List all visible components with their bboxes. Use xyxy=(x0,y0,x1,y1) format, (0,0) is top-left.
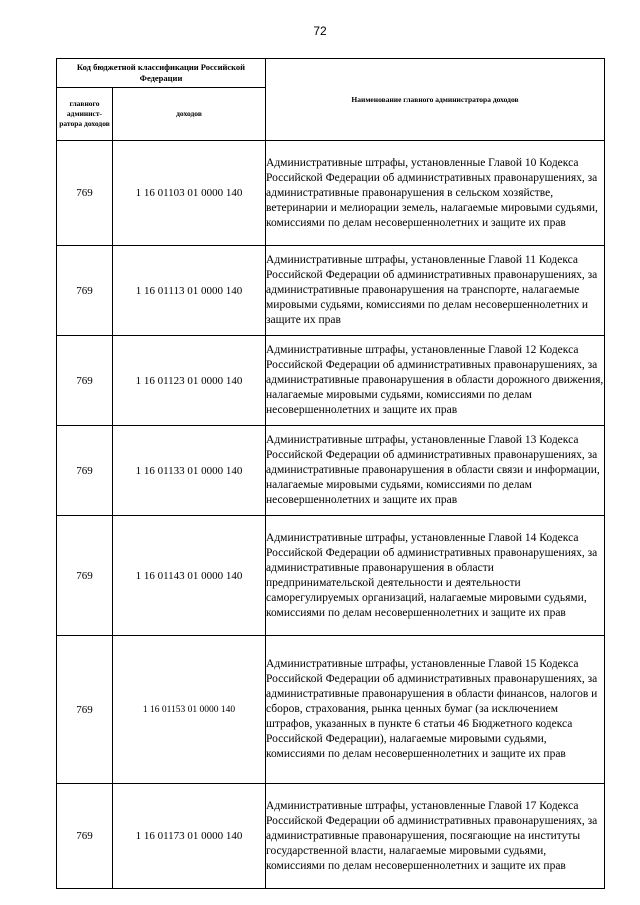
administrator-name-cell: Административные штрафы, установленные Главой 10 Кодекса Российской Федерации об административных правонарушениях, за административные правонарушения в сельском хозяйстве, ветеринарии и мелиорации земель, налагаемые мировыми судьями, комиссиями по делам несовершеннолетних и защите их прав xyxy=(266,141,605,246)
income-code-cell: 1 16 01103 01 0000 140 xyxy=(113,141,266,246)
admin-code-cell: 769 xyxy=(57,246,113,336)
income-code-cell: 1 16 01153 01 0000 140 xyxy=(113,636,266,784)
table-row xyxy=(57,636,605,784)
admin-code-cell: 769 xyxy=(57,516,113,636)
table-row xyxy=(57,336,605,426)
table-row xyxy=(57,784,605,889)
header-administrator-name: Наименование главного администратора доходов xyxy=(266,59,605,141)
administrator-name-cell: Административные штрафы, установленные Главой 15 Кодекса Российской Федерации об административных правонарушениях, за административные правонарушения в области финансов, налогов и сборов, страхования, рынка ценных бумаг (за исключением штрафов, указанных в пункте 6 статьи 46 Бюджетного кодекса Российской Федерации), налагаемые мировыми судьями, комиссиями по делам несовершеннолетних и защите их прав xyxy=(266,636,605,784)
header-budget-code-group: Код бюджетной классификации Российской Федерации xyxy=(57,59,266,88)
page-number: 72 xyxy=(313,24,327,38)
income-code-cell: 1 16 01173 01 0000 140 xyxy=(113,784,266,889)
header-chief-administrator: главного админист-ратора доходов xyxy=(57,88,113,141)
administrator-name-cell: Административные штрафы, установленные Главой 12 Кодекса Российской Федерации об административных правонарушениях, за административные правонарушения в области дорожного движения, налагаемые мировыми судьями, комиссиями по делам несовершеннолетних и защите их прав xyxy=(266,336,605,426)
table-row xyxy=(57,246,605,336)
income-code-cell: 1 16 01143 01 0000 140 xyxy=(113,516,266,636)
admin-code-cell: 769 xyxy=(57,141,113,246)
administrator-name-cell: Административные штрафы, установленные Главой 13 Кодекса Российской Федерации об административных правонарушениях, за административные правонарушения в области связи и информации, налагаемые мировыми судьями, комиссиями по делам несовершеннолетних и защите их прав xyxy=(266,426,605,516)
admin-code-cell: 769 xyxy=(57,426,113,516)
income-code-cell: 1 16 01133 01 0000 140 xyxy=(113,426,266,516)
table-row xyxy=(57,516,605,636)
table-row xyxy=(57,426,605,516)
budget-classification-table xyxy=(56,58,605,889)
administrator-name-cell: Административные штрафы, установленные Главой 11 Кодекса Российской Федерации об административных правонарушениях, за административные правонарушения на транспорте, налагаемые мировыми судьями, комиссиями по делам несовершеннолетних и защите их прав xyxy=(266,246,605,336)
header-income-code: доходов xyxy=(113,88,266,141)
income-code-cell: 1 16 01123 01 0000 140 xyxy=(113,336,266,426)
admin-code-cell: 769 xyxy=(57,636,113,784)
admin-code-cell: 769 xyxy=(57,784,113,889)
administrator-name-cell: Административные штрафы, установленные Главой 17 Кодекса Российской Федерации об административных правонарушениях, за административные правонарушения, посягающие на институты государственной власти, налагаемые мировыми судьями, комиссиями по делам несовершеннолетних и защите их прав xyxy=(266,784,605,889)
table-header-row xyxy=(57,59,605,88)
income-code-cell: 1 16 01113 01 0000 140 xyxy=(113,246,266,336)
administrator-name-cell: Административные штрафы, установленные Главой 14 Кодекса Российской Федерации об административных правонарушениях, за административные правонарушения в области предпринимательской деятельности и деятельности саморегулируемых организаций, налагаемые мировыми судьями, комиссиями по делам несовершеннолетних и защите их прав xyxy=(266,516,605,636)
table-row xyxy=(57,141,605,246)
admin-code-cell: 769 xyxy=(57,336,113,426)
